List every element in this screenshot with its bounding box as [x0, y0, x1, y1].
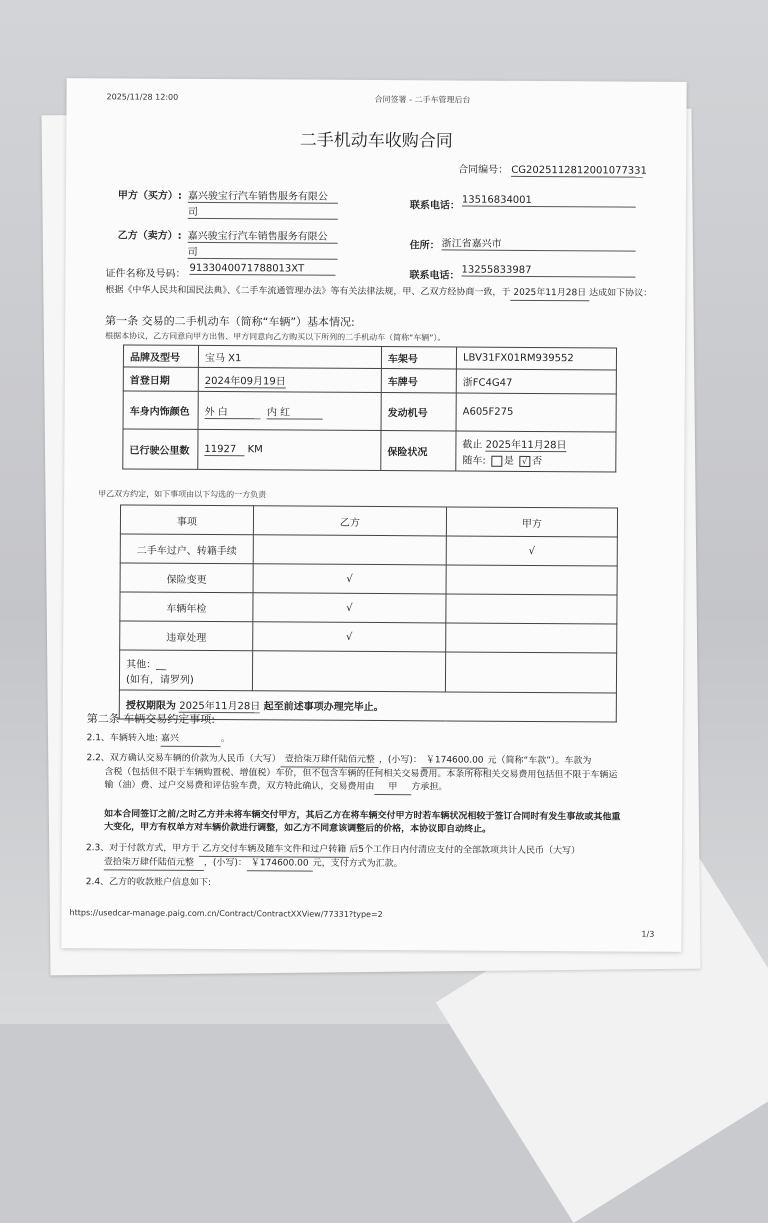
insurance-until: 2025年11月28日 [486, 436, 567, 452]
deadline-prefix: 授权期限为 [125, 700, 176, 712]
footer-url: https://usedcar-manage.paig.com.cn/Contract/ContractXXView/77331?type=2 [69, 908, 383, 920]
party-b-id-label: 证件名称及号码： [105, 268, 186, 280]
party-b-name-line2: 司 [188, 243, 338, 260]
party-a-label: 甲方（买方）: [117, 190, 182, 202]
duty-other-party-b [252, 651, 445, 692]
contract-no-label: 合同编号： [458, 164, 509, 176]
preamble-tail: 达成如下协议： [589, 288, 653, 299]
clause-2-2-lower: ￥174600.00 [422, 754, 488, 768]
print-page-title: 合同签署 - 二手车管理后台 [374, 94, 471, 105]
clause-2-2-payer: 甲 [374, 781, 411, 795]
yes-checkbox[interactable] [491, 455, 502, 466]
interior-color: 内 红 [267, 403, 323, 419]
deadline-date: 2025年11月28日 [179, 697, 260, 713]
duty-header-party-a: 甲方 [446, 507, 617, 537]
clause-2-2-bold-line1: 如本合同签订之前/之时乙方并未将车辆交付甲方，其后乙方在将车辆交付甲方时若车辆状况相较于签订合同时有发生事故或其他重 [104, 809, 621, 823]
duty-row-item: 违章处理 [120, 621, 253, 651]
duty-row-item: 车辆年检 [120, 592, 253, 622]
clause-2-3-upper: 壹拾柒万肆仟陆佰元整 [104, 856, 204, 871]
party-a-name-line2: 司 [188, 203, 338, 220]
clause-2-2-c: 元（简称“车款”）。车款为 [487, 755, 592, 767]
party-a-phone: 13516834001 [462, 195, 636, 208]
duty-other-line1: 其他：__ [126, 658, 167, 671]
clause-2-2-line3a: 输（油）费、过户交易费和评估验车费，双方特此确认，交易费用由 [104, 780, 375, 793]
article1-intro: 根据本协议，乙方同意向甲方出售、甲方同意向乙方购买以下所列的二手机动车（简称“车辆”）。 [105, 331, 446, 343]
duty-other-cell [119, 650, 252, 691]
clause-2-1: 2.1、车辆转入地: 嘉兴 。 [87, 732, 230, 747]
no-checkbox[interactable]: √ [519, 455, 530, 466]
party-b-address-label: 住所： [409, 240, 440, 252]
insurance-label: 保险状况 [381, 431, 456, 471]
party-b-id-value: 9133040071788013XT [189, 263, 335, 276]
footer-page-number: 1/3 [641, 929, 655, 939]
deadline-tail: 起至前述事项办理完毕止。 [263, 701, 384, 714]
vin-label: 车架号 [381, 347, 456, 369]
mileage-unit: KM [247, 443, 263, 455]
duty-header-item: 事项 [120, 505, 253, 535]
clause-2-2-b: ，(小写)： [378, 755, 422, 766]
reg-date-label: 首登日期 [123, 367, 198, 391]
reg-date-value: 2024年09月19日 [205, 371, 286, 387]
duty-row-party-b [253, 535, 446, 565]
clause-2-3-c: ，(小写)： [203, 857, 247, 869]
print-datetime: 2025/11/28 12:00 [106, 92, 179, 102]
plate-label: 车牌号 [381, 369, 456, 393]
duty-row-item: 二手车过户、转籍手续 [120, 534, 253, 564]
brand-value: 宝马 X1 [198, 345, 381, 368]
duty-row-party-b: √ [253, 564, 446, 594]
article1-heading: 第一条 交易的二手机动车（简称“车辆”）基本情况: [105, 314, 355, 329]
duty-row-party-a [446, 594, 617, 624]
party-b-phone: 13255833987 [461, 265, 635, 278]
duty-row-party-b: √ [253, 593, 446, 623]
duty-row-party-a [446, 565, 617, 595]
preamble-text: 根据《中华人民共和国民法典》、《二手车流通管理办法》等有关法律法规，甲、乙双方经协商一致，于 [105, 285, 511, 298]
duty-intro: 甲乙双方约定，如下事项由以下勾选的一方负责 [98, 489, 267, 500]
clause-2-3-a: 2.3、对于付款方式，甲方于 [85, 843, 200, 854]
duty-header-party-b: 乙方 [253, 506, 446, 536]
party-b-name-line1: 嘉兴骏宝行汽车销售服务有限公 [188, 227, 338, 244]
yes-label: 是 [503, 455, 514, 467]
party-b-address: 浙江省嘉兴市 [442, 234, 636, 251]
clause-2-3-cond: 乙方交付车辆及随车文件和过户转籍 [199, 843, 349, 858]
mileage-value: 11927 [204, 443, 244, 455]
clause-2-3 [86, 842, 656, 873]
vehicle-info-table [122, 344, 617, 472]
no-label: 否 [532, 455, 543, 468]
plate-value: 浙FC4G47 [456, 369, 616, 394]
contract-no-value: CG2025112812001077331 [511, 164, 647, 177]
party-b-phone-label: 联系电话： [409, 270, 460, 282]
engine-value: A605F275 [456, 393, 616, 432]
clause-2-2-bold [104, 808, 660, 837]
party-a-name-line1: 嘉兴骏宝行汽车销售服务有限公 [188, 187, 338, 204]
article2-heading: 第二条 车辆交易约定事项: [86, 712, 215, 727]
contract-page [61, 78, 686, 952]
mileage-label: 已行驶公里数 [123, 429, 198, 469]
duty-row-item: 保险变更 [120, 563, 253, 593]
clause-2-3-d: 元，支付方式为汇款。 [312, 858, 403, 870]
duty-row-party-a [446, 623, 617, 653]
preamble-date: 2025年11月28日 [510, 287, 589, 301]
clause-2-2-line2: 含税（包括但不限于车辆购置税、增值税）车价，但不包含车辆的任何相关交易费用。本条所称相关交易费用包括但不限于车辆运 [104, 767, 618, 781]
clause-2-4: 2.4、乙方的收款账户信息如下: [85, 877, 212, 889]
clause-2-1-value: 嘉兴 [161, 733, 221, 747]
with-car-label: 随车: [462, 455, 486, 467]
clause-2-3-lower: ￥174600.00 [247, 857, 313, 871]
clause-2-2-upper: 壹拾柒万肆仟陆佰元整 [281, 753, 379, 768]
duty-table [119, 504, 618, 722]
preamble [105, 284, 665, 301]
brand-label: 品牌及型号 [123, 345, 198, 367]
clause-2-2-bold-line2: 大变化，甲方有权单方对车辆价款进行调整，如乙方不同意该调整后的价格，本协议即自动终止。 [104, 822, 492, 835]
vin-value: LBV31FX01RM939552 [456, 347, 616, 370]
contract-title: 二手机动车收购合同 [299, 130, 453, 152]
duty-row-party-a: √ [446, 536, 617, 566]
clause-2-2-line3b: 方承担。 [411, 782, 448, 793]
exterior-color: 外 白 [205, 402, 261, 418]
clause-2-1-label: 2.1、车辆转入地: [86, 733, 159, 744]
clause-2-2-a: 2.2、双方确认交易车辆的价款为人民币（大写） [86, 753, 281, 765]
insurance-prefix: 截止 [462, 439, 483, 451]
clause-2-3-b: 后5个工作日内付清应支付的全部款项共计人民币（大写） [349, 844, 581, 857]
duty-other-line2: (如有，请罗列) [125, 673, 194, 686]
party-a-phone-label: 联系电话： [409, 200, 460, 212]
engine-label: 发动机号 [381, 393, 456, 431]
color-label: 车身内饰颜色 [123, 391, 198, 429]
duty-other-party-a [445, 652, 616, 693]
party-b-label: 乙方（卖方）: [117, 230, 182, 242]
clause-2-2 [86, 752, 656, 796]
duty-row-party-b: √ [253, 622, 446, 652]
